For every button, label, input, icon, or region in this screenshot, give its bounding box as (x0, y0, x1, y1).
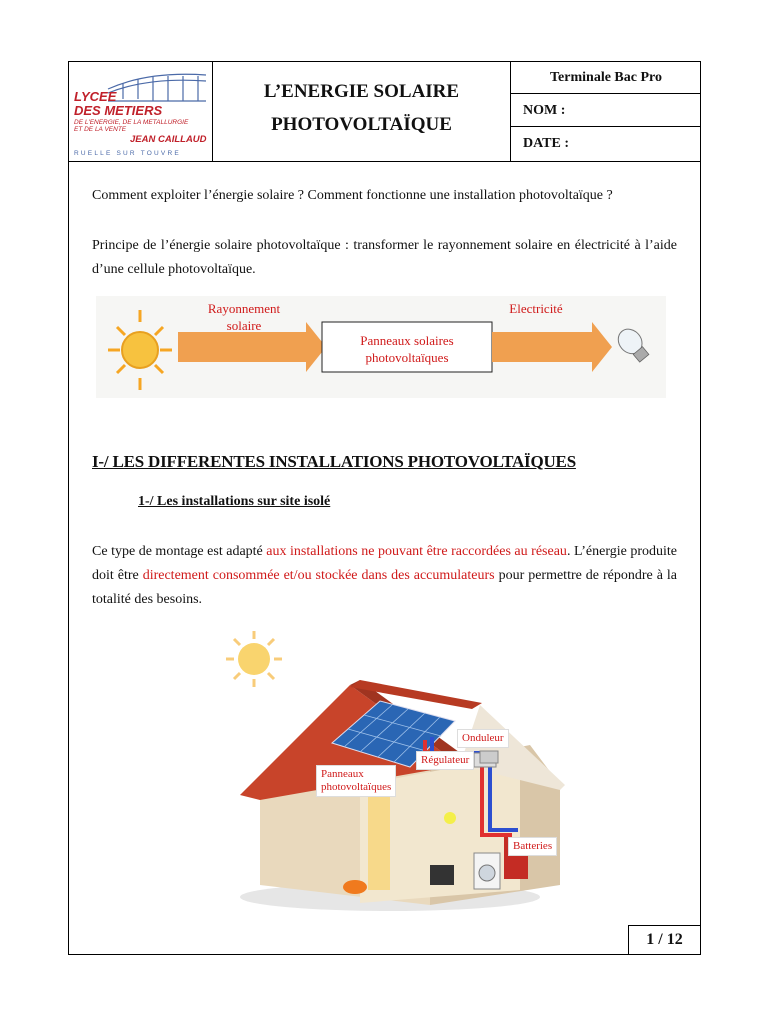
page-number: 1 / 12 (628, 925, 700, 955)
logo-line5: JEAN CAILLAUD (130, 134, 207, 145)
para-highlight2: directement consommée et/ou stockée dans des accumulateurs (142, 568, 495, 583)
name-field[interactable]: NOM : (511, 94, 701, 127)
panneaux-label-line2: photovoltaïques (321, 781, 392, 793)
document-title (213, 61, 511, 161)
sun-icon (108, 310, 172, 390)
class-label: Terminale Bac Pro (511, 61, 701, 94)
isolated-site-paragraph (92, 540, 677, 612)
house-illustration (220, 625, 580, 915)
principle-text: Principe de l’énergie solaire photovoltaïque : transformer le rayonnement solaire en électricité à l’aide d’une cellule photovoltaïque. (92, 238, 677, 277)
flow-output: Electricité (509, 301, 563, 316)
onduleur-label: Onduleur (457, 729, 509, 748)
regulateur-label: Régulateur (416, 751, 474, 770)
date-field[interactable]: DATE : (523, 136, 570, 151)
sun-icon (226, 631, 282, 687)
subsection-title: 1-/ Les installations sur site isolé (138, 494, 331, 509)
para-part3: pour permettre de répondre à la totalité des besoins. (92, 568, 677, 607)
section-title: I-/ LES DIFFERENTES INSTALLATIONS PHOTOVOLTAÏQUES (92, 452, 576, 471)
header-info (511, 61, 701, 161)
flow-input-line2: solaire (226, 318, 262, 333)
panneaux-label (316, 765, 396, 797)
logo-line1: LYCEE (74, 89, 117, 104)
flow-box-line2: photovoltaïques (365, 350, 449, 365)
lightbulb-icon (613, 324, 652, 365)
title-line-1: L’ENERGIE SOLAIRE (263, 81, 460, 102)
para-part2: . L’énergie produite doit être (92, 544, 678, 583)
panneaux-label-line1: Panneaux (321, 768, 364, 780)
para-highlight1: aux installations ne pouvant être raccordées au réseau (266, 544, 567, 559)
flow-box-line1: Panneaux solaires (360, 333, 454, 348)
header (68, 61, 701, 162)
title-line-2: PHOTOVOLTAÏQUE (271, 114, 452, 135)
flow-input-line1: Rayonnement (207, 301, 281, 316)
electricity-arrow (492, 322, 612, 372)
batteries-label: Batteries (508, 837, 557, 856)
logo-line2: DES METIERS (74, 103, 163, 118)
para-part1: Ce type de montage est adapté (92, 544, 267, 559)
energy-flow-diagram (96, 296, 666, 398)
intro-question: Comment exploiter l’énergie solaire ? Comment fonctionne une installation photovoltaïque ? (92, 188, 613, 203)
logo-line6: RUELLE SUR TOUVRE (74, 150, 181, 157)
logo-line3: DE L'ENERGIE, DE LA METALLURGIE (74, 119, 189, 126)
school-logo (68, 61, 213, 161)
logo-line4: ET DE LA VENTE (74, 126, 127, 133)
